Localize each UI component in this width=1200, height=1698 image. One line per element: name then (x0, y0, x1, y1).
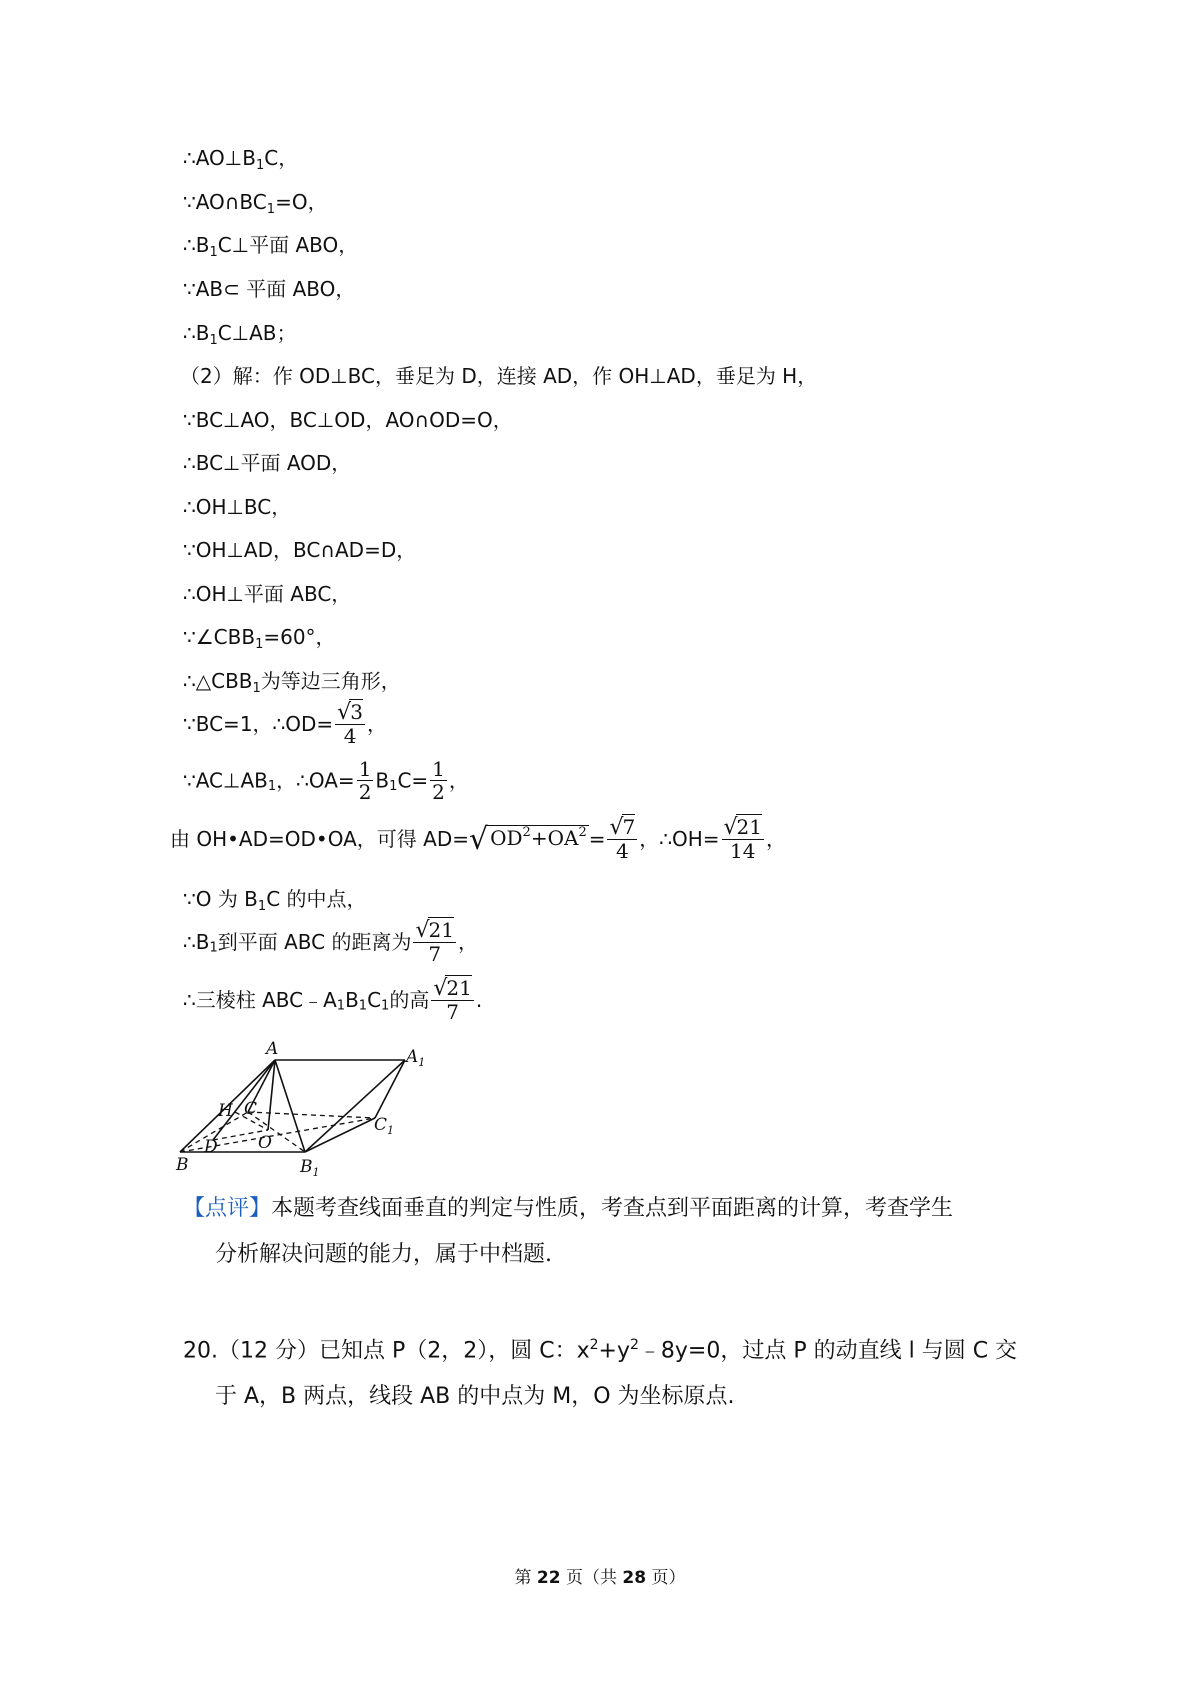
proof-line-10: ∵OH⊥AD，BC∩AD=D， (183, 538, 417, 562)
fraction-one-half-2: $\frac{1}{2}$ (432, 757, 445, 804)
radical-od2-oa2: √ $OD^2+OA^2$ (468, 822, 587, 857)
edge-a-b1 (275, 1060, 305, 1152)
proof-line-12: $\because\angle CBB_1=60^\circ$， (183, 625, 336, 652)
label-a1: $A_1$ (406, 1047, 426, 1069)
label-o: O (258, 1133, 272, 1153)
edge-c-c1 (248, 1112, 375, 1118)
label-c1: $C_1$ (374, 1115, 395, 1137)
edge-a1-b1 (305, 1060, 405, 1152)
proof-line-18: $\therefore B_1$到平面 ABC 的距离为 $\frac{√21}{7}$ ， (183, 918, 478, 966)
label-b1: $B_1$ (300, 1157, 320, 1179)
proof-line-1: $\therefore AO\perp B_1C$， (183, 146, 299, 173)
proof-line-19: ∴三棱柱 $ABC﹣A_1B_1C_1$的高 $\frac{√21}{7}$ . (183, 976, 483, 1024)
proof-line-16: 由 OH•AD=OD•OA，可得 AD=√ $OD^2+OA^2$ = $\frac{√7}{4}$ ，∴OH= $\frac{√21}{14}$ ， (170, 815, 786, 863)
edge-a1-c1 (375, 1060, 405, 1118)
question-20-line-2: 于 A，B 两点，线段 AB 的中点为 M，O 为坐标原点. (215, 1384, 735, 1410)
comment-block (183, 1186, 1033, 1278)
proof-line-17: ∵O 为 $B_1C$ 的中点， (183, 887, 367, 914)
proof-line-8: ∴BC⊥平面 AOD， (183, 451, 352, 475)
label-c: C (244, 1099, 258, 1119)
fraction-sqrt7-over-4: $\frac{√7}{4}$ (609, 815, 636, 863)
fraction-sqrt21-over-14: $\frac{√21}{14}$ (723, 815, 762, 863)
comment-line-2: 分析解决问题的能力，属于中档题. (215, 1242, 552, 1267)
proof-line-3: $\therefore B_1C\perp$平面 ABO， (183, 233, 359, 260)
proof-line-14: ∵BC=1，∴OD= $\frac{√3}{4}$ ， (183, 700, 387, 748)
fraction-one-half: $\frac{1}{2}$ (358, 757, 372, 804)
proof-line-5: $\therefore B_1C\perp AB$； (183, 321, 297, 348)
label-d: D (204, 1137, 218, 1157)
proof-line-13: $\therefore\triangle CBB_1$为等边三角形， (183, 669, 401, 696)
proof-line-2: $\because AO\cap BC_1=O$， (183, 190, 328, 217)
label-h: H (218, 1101, 233, 1121)
proof-line-11: ∴OH⊥平面 ABC， (183, 582, 352, 606)
comment-line-1: 【点评】本题考查线面垂直的判定与性质，考查点到平面距离的计算，考查学生 (183, 1196, 954, 1221)
label-a: A (266, 1039, 279, 1059)
label-b: B (176, 1155, 189, 1175)
proof-line-15: $\because AC\perp AB_1$，∴OA= $\frac{1}{2}$ $B_1C=$ $\frac{1}{2}$ ， (183, 757, 469, 804)
prism-figure (176, 1039, 480, 1190)
edge-b1-c1 (305, 1118, 375, 1152)
fraction-sqrt3-over-4: $\frac{√3}{4}$ (337, 700, 363, 748)
question-20 (183, 1322, 1043, 1420)
proof-line-9: ∴OH⊥BC， (183, 495, 292, 519)
comment-tag: 【点评】 (183, 1196, 272, 1221)
fraction-sqrt21-over-7: $\frac{√21}{7}$ (415, 918, 454, 966)
fraction-sqrt21-over-7-2: $\frac{√21}{7}$ (433, 976, 472, 1024)
proof-line-4: ∵AB⊂ 平面 ABO， (183, 277, 356, 301)
proof-line-7: ∵BC⊥AO，BC⊥OD，AO∩OD=O， (183, 408, 513, 432)
question-20-line-1: 20.（12 分）已知点 P（2，2），圆 C：$x^2+y^2﹣8y=0$，过点 P 的动直线 l 与圆 C 交 (183, 1337, 1018, 1364)
proof-line-6: （2）解：作 OD⊥BC，垂足为 D，连接 AD，作 OH⊥AD，垂足为 H， (180, 364, 818, 388)
page-footer: 第 22 页（共 28 页） (514, 1568, 686, 1588)
